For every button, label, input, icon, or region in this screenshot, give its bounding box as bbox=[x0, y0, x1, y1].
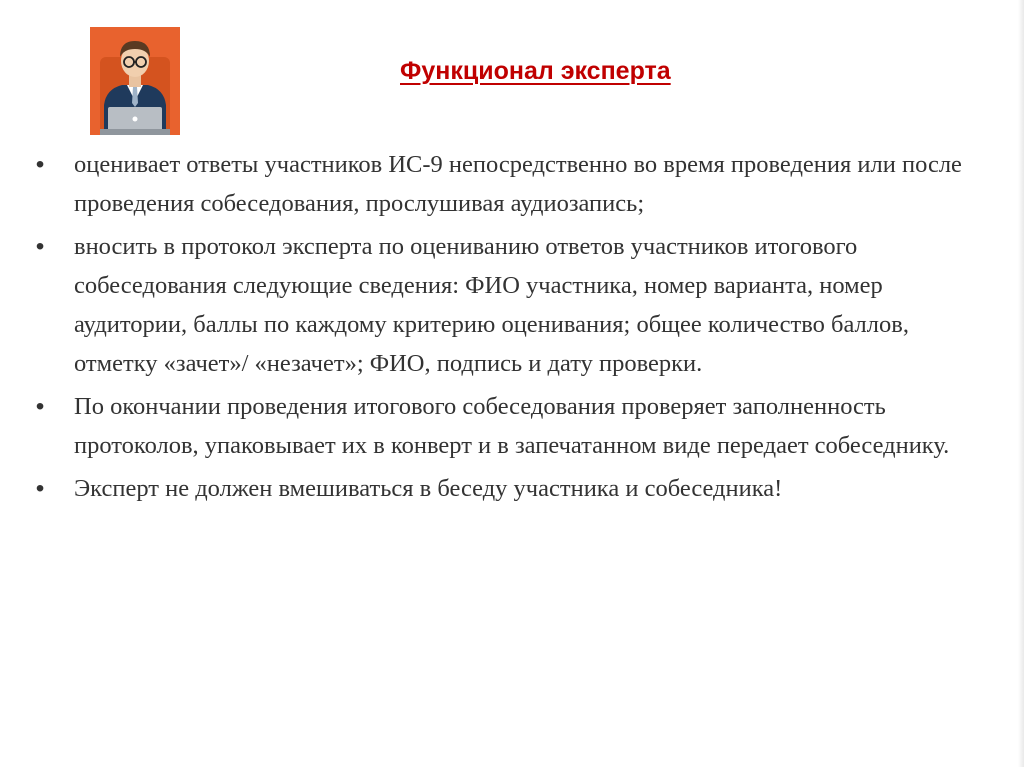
slide-edge-shadow bbox=[1018, 0, 1024, 767]
bullet-icon: • bbox=[35, 151, 45, 178]
slide-title: Функционал эксперта bbox=[400, 57, 671, 85]
list-item bbox=[30, 227, 990, 383]
list-item bbox=[30, 387, 990, 465]
bullet-icon: • bbox=[35, 393, 45, 420]
bullet-text: Эксперт не должен вмешиваться в беседу участника и собеседника! bbox=[74, 475, 783, 502]
bullet-text: По окончании проведения итогового собеседования проверяет заполненность протоколов, упаковывает их в конверт и в запечатанном виде передает собеседнику. bbox=[74, 393, 950, 459]
bullet-list bbox=[30, 145, 990, 512]
bullet-text: оценивает ответы участников ИС-9 непосредственно во время проведения или после проведения собеседования, прослушивая аудиозапись; bbox=[74, 151, 962, 217]
bullet-icon: • bbox=[35, 233, 45, 260]
bullet-icon: • bbox=[35, 475, 45, 502]
expert-avatar-icon bbox=[90, 27, 180, 135]
list-item bbox=[30, 145, 990, 223]
list-item bbox=[30, 469, 990, 508]
bullet-text: вносить в протокол эксперта по оцениванию ответов участников итогового собеседования следующие сведения: ФИО участника, номер варианта, номер аудитории, баллы по каждому критерию оценивания; общее количество баллов, отметку «зачет»/ «незачет»; ФИО, подпись и дату проверки. bbox=[74, 233, 909, 377]
